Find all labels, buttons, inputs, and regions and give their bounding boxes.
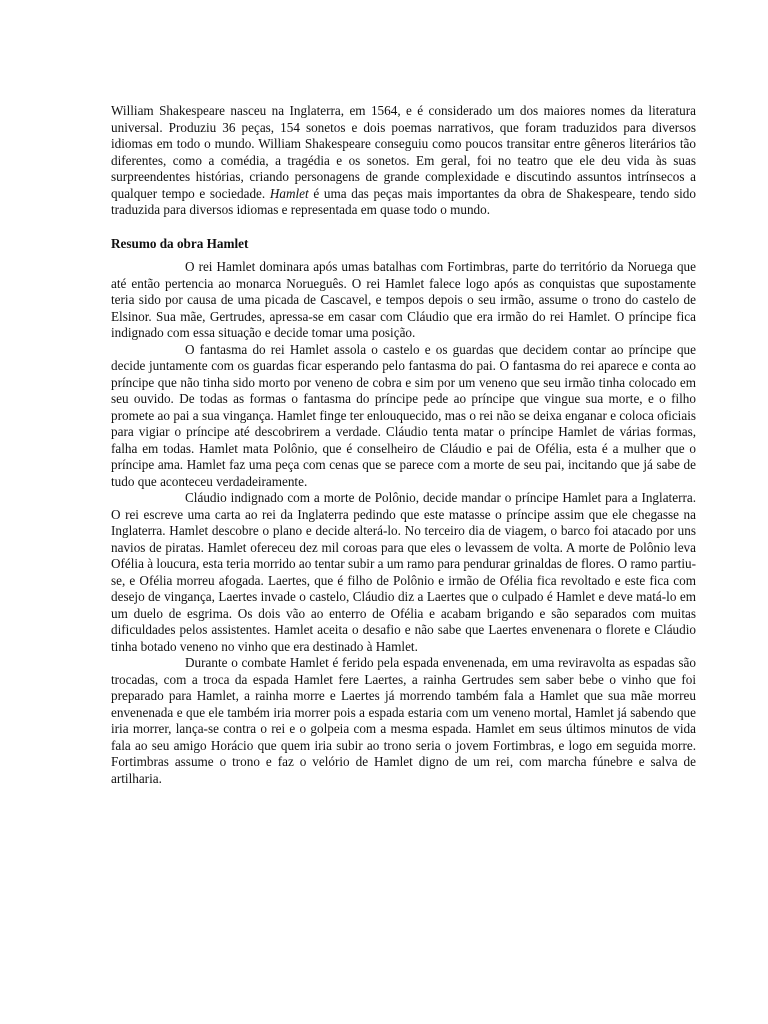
- summary-paragraph-3: Cláudio indignado com a morte de Polônio, decide mandar o príncipe Hamlet para a Inglaterra. O rei escreve uma carta ao rei da Inglaterra pedindo que este matasse o príncipe assim que ele chegasse na Inglaterra. Hamlet descobre o plano e decide alterá-lo. No terceiro dia de viagem, o barco foi atacado por uns navios de piratas. Hamlet ofereceu dez mil coroas para que eles o levassem de volta. A morte de Polônio leva Ofélia à loucura, esta teria morrido ao tentar subir a um ramo para pendurar grinaldas de flores. O ramo partiu-se, e Ofélia morreu afogada. Laertes, que é filho de Polônio e irmão de Ofélia fica revoltado e este fica com desejo de vingança, Laertes invade o castelo, Cláudio diz a Laertes que o culpado é Hamlet e deve matá-lo em um duelo de esgrima. Os dois vão ao enterro de Ofélia e acabam brigando e são separados com muitas dificuldades pelos assistentes. Hamlet aceita o desafio e não sabe que Laertes envenenara o florete e Cláudio tinha botado veneno no vinho que era destinado à Hamlet.: [111, 490, 696, 654]
- summary-paragraph-1: O rei Hamlet dominara após umas batalhas com Fortimbras, parte do território da Noruega que até então pertencia ao monarca Norueguês. O rei Hamlet falece logo após as conquistas que supostamente teria sido por causa de uma picada de Cascavel, e tempos depois o seu irmão, assume o trono do castelo de Elsinor. Sua mãe, Gertrudes, apressa-se em casar com Cláudio que era irmão do rei Hamlet. O príncipe fica indignado com essa situação e decide tomar uma posição.: [111, 259, 696, 340]
- document-body: [111, 103, 696, 787]
- summary-paragraph-4: Durante o combate Hamlet é ferido pela espada envenenada, em uma reviravolta as espadas são trocadas, com a troca da espada Hamlet fere Laertes, a rainha Gertrudes sem saber bebe o vinho que foi preparado para Hamlet, a rainha morre e Laertes já morrendo também fala a Hamlet que sua mãe morreu envenenada e que ele também iria morrer pois a espada estaria com um veneno mortal, Hamlet já sabendo que iria morrer, lança-se contra o rei e o golpeia com a mesma espada. Hamlet em seus últimos minutos de vida fala ao seu amigo Horácio que quem iria subir ao trono seria o jovem Fortimbras, e logo em seguida morre. Fortimbras assume o trono e faz o velório de Hamlet digno de um rei, com marcha fúnebre e salva de artilharia.: [111, 655, 696, 786]
- summary-paragraph-2: O fantasma do rei Hamlet assola o castelo e os guardas que decidem contar ao príncipe que decide juntamente com os guardas ficar esperando pelo fantasma do pai. O fantasma do rei aparece e conta ao príncipe que não tinha sido morto por veneno de cobra e sim por um veneno que seu irmão tinha colocado em seu ouvido. De todas as formas o fantasma do príncipe pede ao príncipe que vingue sua morte, e o filho promete ao pai a sua vingança. Hamlet finge ter enlouquecido, mas o rei não se deixa enganar e coloca oficiais para vigiar o príncipe até descobrirem a verdade. Cláudio tenta matar o príncipe Hamlet de várias formas, falha em todas. Hamlet mata Polônio, que é conselheiro de Cláudio e pai de Ofélia, esta é a mulher que o príncipe ama. Hamlet faz uma peça com cenas que se parece com a morte de seu pai, incitando que já sabe de tudo que aconteceu verdadeiramente.: [111, 341, 696, 489]
- section-heading: Resumo da obra Hamlet: [111, 235, 249, 251]
- intro-paragraph: [111, 103, 696, 219]
- intro-text-after: é uma das peças mais importantes da obra de Shakespeare, tendo sido traduzida para diversos idiomas e representada em quase todo o mundo.: [111, 185, 696, 217]
- hamlet-italic-title: Hamlet: [269, 185, 309, 201]
- intro-text-before: William Shakespeare nasceu na Inglaterra, em 1564, e é considerado um dos maiores nomes da literatura universal. Produziu 36 peças, 154 sonetos e dois poemas narrativos, que foram traduzidos para diversos idiomas em todo o mundo. William Shakespeare conseguiu como poucos transitar entre gêneros literários tão diferentes, como a comédia, a tragédia e os sonetos. Em geral, foi no teatro que ele deu vida às suas surpreendentes histórias, criando personagens de grande complexidade e discutindo assuntos intrínsecos a qualquer tempo e sociedade.: [111, 103, 696, 201]
